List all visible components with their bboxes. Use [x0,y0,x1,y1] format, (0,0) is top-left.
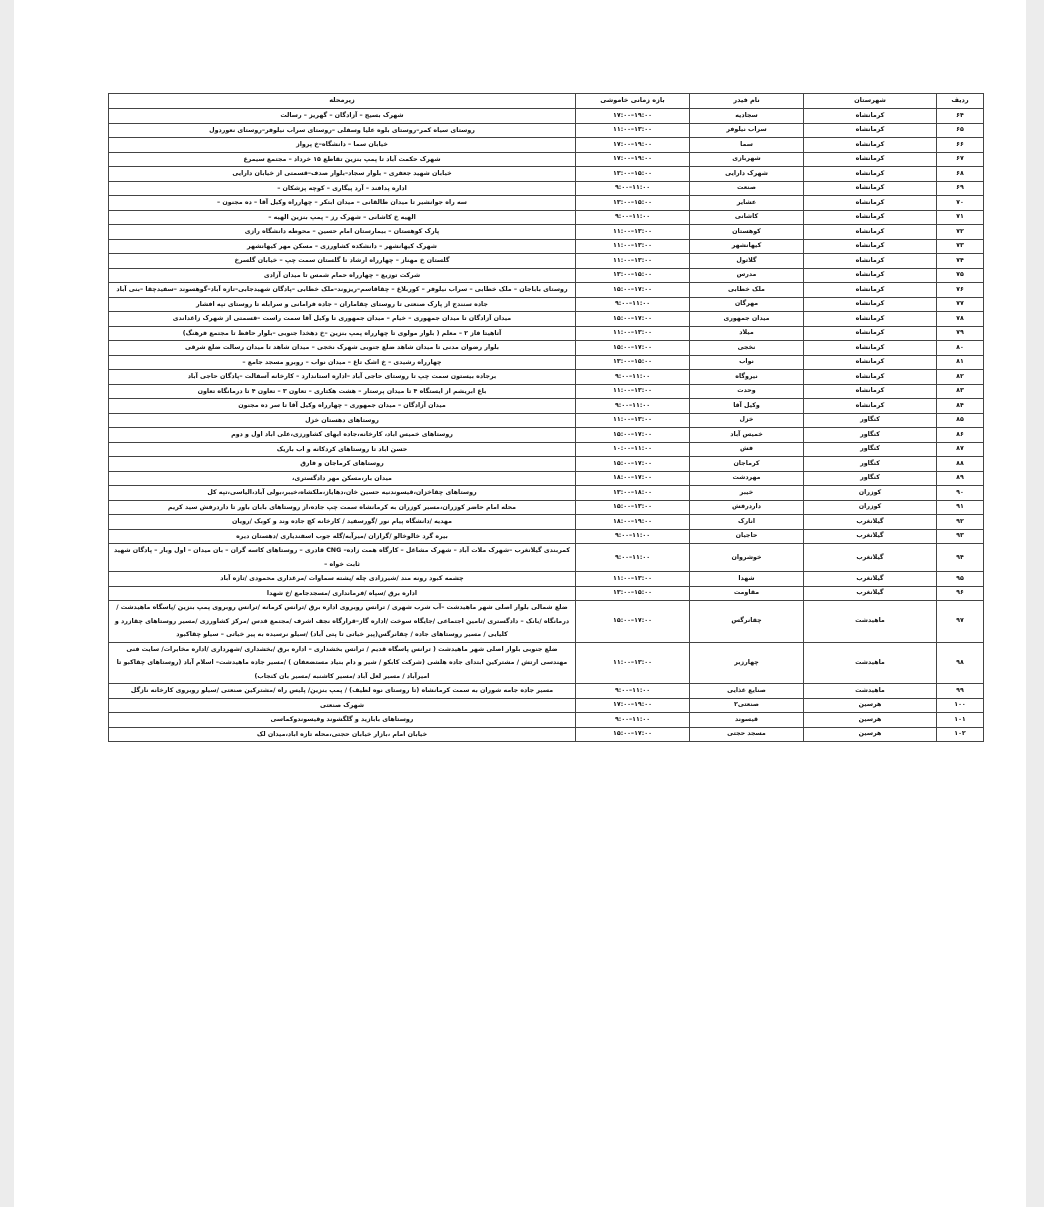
cell-area: روستاهای کرماجان و فارق [109,457,576,472]
cell-time: ۹:۰۰–۱۱:۰۰ [576,684,690,699]
cell-city: کرمانشاه [804,167,937,182]
cell-time: ۱۰:۰۰–۱۱:۰۰ [576,442,690,457]
cell-feeder: خزل [690,413,804,428]
cell-row-number: ۶۴ [937,109,984,124]
cell-feeder: سما [690,138,804,153]
table-row [109,515,984,530]
cell-area: شهرک کیهانشهر – دانشکده کشاورزی – مسکن مهر کیهانشهر [109,239,576,254]
cell-city: ماهیدشت [804,601,937,643]
cell-area: شرکت توزیع – چهارراه حمام شمس تا میدان آزادی [109,268,576,283]
cell-city: کرمانشاه [804,196,937,211]
cell-time: ۱۵:۰۰–۱۷:۰۰ [576,283,690,298]
cell-time: ۹:۰۰–۱۱:۰۰ [576,297,690,312]
table-row [109,698,984,713]
cell-city: کنگاور [804,413,937,428]
table-row [109,486,984,501]
cell-area: محله امام حاضر کوزران،مسیر کوزران به کرمانشاه سمت چپ جاده،از روستاهای بابان باور تا داردرفش سید کریم [109,500,576,515]
cell-feeder: میدان جمهوری [690,312,804,327]
cell-area: میدان بار،مسکن مهر دادگستری، [109,471,576,486]
table-row [109,312,984,327]
table-row [109,210,984,225]
table-row [109,152,984,167]
cell-city: هرسین [804,713,937,728]
cell-row-number: ۶۵ [937,123,984,138]
cell-city: کرمانشاه [804,181,937,196]
cell-feeder: چهارزبر [690,642,804,684]
cell-feeder: وکیل آقا [690,399,804,414]
table-row [109,428,984,443]
cell-city: کرمانشاه [804,138,937,153]
cell-row-number: ۷۷ [937,297,984,312]
cell-city: ماهیدشت [804,642,937,684]
cell-row-number: ۸۶ [937,428,984,443]
cell-city: کرمانشاه [804,341,937,356]
table-row [109,713,984,728]
cell-row-number: ۷۱ [937,210,984,225]
cell-feeder: صنایع غذایی [690,684,804,699]
cell-feeder: انارک [690,515,804,530]
cell-city: گیلانغرب [804,544,937,572]
cell-row-number: ۹۲ [937,515,984,530]
cell-area: کمربندی گیلانغرب –شهرک ملات آباد – شهرک مشاغل – کارگاه همت زاده– CNG قادری – روستاهای کاسه گران – بان میدان – اول وبار – پادگان شهید ثابت خواه – [109,544,576,572]
cell-time: ۱۵:۰۰–۱۷:۰۰ [576,428,690,443]
cell-feeder: چقانرگس [690,601,804,643]
cell-feeder: داردرفش [690,500,804,515]
cell-city: کرمانشاه [804,225,937,240]
cell-feeder: نخجی [690,341,804,356]
cell-row-number: ۶۷ [937,152,984,167]
cell-area: خیابان سما – دانشگاه–خ پرواز [109,138,576,153]
table-row [109,138,984,153]
cell-row-number: ۶۹ [937,181,984,196]
cell-row-number: ۹۹ [937,684,984,699]
cell-time: ۱۳:۰۰–۱۵:۰۰ [576,196,690,211]
table-row [109,642,984,684]
cell-area: بلوار رضوان مدنی تا میدان شاهد ضلع جنوبی شهرک نخجی – میدان شاهد تا میدان رسالت ضلع شرقی [109,341,576,356]
cell-area: پارک کوهستان – بیمارستان امام حسین – محوطه دانشگاه رازی [109,225,576,240]
cell-area: خیابان شهید جعفری – بلوار سجاد–بلوار صدف–قسمتی از خیابان دارایی [109,167,576,182]
cell-time: ۱۸:۰۰–۱۹:۰۰ [576,515,690,530]
cell-row-number: ۱۰۲ [937,727,984,742]
cell-area: روستای باباجان – ملک خطابی – سراب نیلوفر – کوربلاغ – چقاقاسم–ریزوند–ملک خطابی –پادگان شهیدجابی–تازه آباد–گوهسوند –سفیدچقا –بنی آباد [109,283,576,298]
cell-area: شهرک صنعتی [109,698,576,713]
cell-city: کرمانشاه [804,283,937,298]
cell-city: کوزران [804,500,937,515]
cell-city: کرمانشاه [804,355,937,370]
table-body [109,109,984,742]
header-feeder: نام فیدر [690,94,804,109]
cell-area: شهرک حکمت آباد تا پمپ بنزین تقاطع ۱۵ خرداد – مجتمع سیمرغ [109,152,576,167]
cell-time: ۱۱:۰۰–۱۳:۰۰ [576,572,690,587]
table-row [109,727,984,742]
cell-feeder: عشایر [690,196,804,211]
table-row [109,239,984,254]
cell-time: ۱۱:۰۰–۱۳:۰۰ [576,413,690,428]
cell-feeder: صنعتی۲ [690,698,804,713]
cell-city: کوزران [804,486,937,501]
cell-city: گیلانغرب [804,529,937,544]
table-row [109,399,984,414]
cell-time: ۱۱:۰۰–۱۳:۰۰ [576,326,690,341]
cell-time: ۱۳:۰۰–۱۸:۰۰ [576,486,690,501]
cell-area: خیابان امام ،بازار خیابان حجتی،محله تازه اباد،میدان لک [109,727,576,742]
cell-area: برجاده بیستون سمت چپ تا روستای حاجی آباد –اداره استاندارد – کارخانه آسفالت –پادگان حاجی آباد [109,370,576,385]
cell-area: آتاهیتا فاز ۲ – معلم ( بلوار مولوی تا چهارراه پمپ بنزین –خ دهخدا جنوبی –بلوار حافظ تا مجتمع فرهنگ) [109,326,576,341]
table-row [109,601,984,643]
cell-time: ۹:۰۰–۱۱:۰۰ [576,399,690,414]
cell-time: ۹:۰۰–۱۱:۰۰ [576,181,690,196]
cell-city: کرمانشاه [804,210,937,225]
cell-feeder: مقاومت [690,586,804,601]
cell-city: کنگاور [804,471,937,486]
cell-feeder: نواب [690,355,804,370]
cell-area: روستاهای دهستان خزل [109,413,576,428]
cell-time: ۹:۰۰–۱۱:۰۰ [576,370,690,385]
cell-area: روستاهای بابازید و گلگشوند وقیسوندوکماسی [109,713,576,728]
cell-time: ۱۳:۰۰–۱۵:۰۰ [576,268,690,283]
cell-city: گیلانغرب [804,515,937,530]
cell-feeder: مسجد حجتی [690,727,804,742]
cell-feeder: میلاد [690,326,804,341]
table-row [109,370,984,385]
cell-area: مهدیه /دانشگاه پیام نور /گورسفید / کارخانه کچ جاده وند و کوبک /رویان [109,515,576,530]
table-row [109,442,984,457]
cell-feeder: مهردشت [690,471,804,486]
cell-feeder: سراب نیلوفر [690,123,804,138]
cell-row-number: ۹۶ [937,586,984,601]
cell-row-number: ۱۰۱ [937,713,984,728]
cell-feeder: کرماجان [690,457,804,472]
cell-city: گیلانغرب [804,586,937,601]
cell-feeder: وحدت [690,384,804,399]
cell-city: کرمانشاه [804,370,937,385]
cell-area: روستای سیاه کمر–روستای بلوه علیا وسفلی –روستای سراب نیلوفر–روستای نعوردول [109,123,576,138]
cell-row-number: ۷۹ [937,326,984,341]
table-row [109,355,984,370]
cell-city: گیلانغرب [804,572,937,587]
cell-time: ۱۷:۰۰–۱۹:۰۰ [576,152,690,167]
cell-area: بیره گرد خالوخالو /گرازان /میرآبه/گله جوب اسفندیاری /دهستان دیره [109,529,576,544]
cell-feeder: مدرس [690,268,804,283]
cell-city: کرمانشاه [804,297,937,312]
cell-city: کنگاور [804,442,937,457]
cell-time: ۱۱:۰۰–۱۳:۰۰ [576,123,690,138]
cell-time: ۱۵:۰۰–۱۷:۰۰ [576,341,690,356]
cell-row-number: ۷۴ [937,254,984,269]
cell-area: حسن اباد تا روستاهای کردکانه و اب باریک [109,442,576,457]
cell-row-number: ۱۰۰ [937,698,984,713]
cell-city: هرسین [804,727,937,742]
cell-feeder: خیبر [690,486,804,501]
cell-feeder: کیهانشهر [690,239,804,254]
table-row [109,341,984,356]
cell-feeder: کوهستان [690,225,804,240]
table-row [109,225,984,240]
cell-time: ۱۵:۰۰–۱۷:۰۰ [576,457,690,472]
cell-row-number: ۸۰ [937,341,984,356]
table-row [109,167,984,182]
cell-city: کرمانشاه [804,109,937,124]
cell-city: کرمانشاه [804,239,937,254]
table-header-row [109,94,984,109]
cell-feeder: ملک خطابی [690,283,804,298]
table-row [109,297,984,312]
cell-time: ۱۵:۰۰–۱۳:۰۰ [576,500,690,515]
cell-city: ماهیدشت [804,684,937,699]
cell-time: ۱۷:۰۰–۱۹:۰۰ [576,109,690,124]
table-row [109,196,984,211]
cell-feeder: نیروگاه [690,370,804,385]
cell-area: مسیر جاده جامه شوران به سمت کرمانشاه (تا روستای نوه لطیف) / پمپ بنزین/ پلیس راه /مشترکین صنعتی /سیلو روبروی کارخانه نازگل [109,684,576,699]
table-row [109,684,984,699]
cell-city: هرسین [804,698,937,713]
table-row [109,500,984,515]
cell-feeder: شهربازی [690,152,804,167]
cell-row-number: ۸۷ [937,442,984,457]
cell-area: الهیه خ کاشانی – شهرک رز – پمپ بنزین الهیه – [109,210,576,225]
cell-feeder: قیسوند [690,713,804,728]
table-row [109,471,984,486]
cell-area: ضلع شمالی بلوار اصلی شهر ماهیدشت –آب شرب شهری / ترانس روبروی اداره برق /ترانس کرمانه /ترانس روبروی پمپ بنزین /پاسگاه ماهیدشت / درمانگاه /بانک – دادگستری /تامین اجتماعی /جایگاه سوخت /اداره گاز–قرارگاه نجف اشرف /مجتمع قدس /مرکز کشاورزی /مسیر روستاهای چقازرد و کلیایی / مسیر روستاهای جاده / چقانرگس(پیر خیاتی تا پتی آباد) /سیلو نرسیده به پیر خیاتی – سیلو چقاکبود [109,601,576,643]
cell-row-number: ۶۶ [937,138,984,153]
table-row [109,586,984,601]
cell-row-number: ۷۸ [937,312,984,327]
table-row [109,572,984,587]
cell-time: ۹:۰۰–۱۱:۰۰ [576,713,690,728]
table-row [109,109,984,124]
cell-time: ۱۱:۰۰–۱۳:۰۰ [576,225,690,240]
cell-time: ۹:۰۰–۱۱:۰۰ [576,529,690,544]
cell-row-number: ۹۳ [937,529,984,544]
cell-row-number: ۷۵ [937,268,984,283]
table-row [109,413,984,428]
cell-city: کنگاور [804,428,937,443]
cell-time: ۱۵:۰۰–۱۷:۰۰ [576,312,690,327]
cell-feeder: خمیس آباد [690,428,804,443]
cell-row-number: ۸۴ [937,399,984,414]
cell-row-number: ۹۵ [937,572,984,587]
table-row [109,384,984,399]
table-row [109,254,984,269]
table-row [109,123,984,138]
outage-table-container [108,93,983,742]
cell-time: ۱۱:۰۰–۱۳:۰۰ [576,642,690,684]
cell-city: کرمانشاه [804,399,937,414]
table-row [109,457,984,472]
header-time: بازه زمانی خاموشی [576,94,690,109]
cell-city: کرمانشاه [804,123,937,138]
cell-area: روستاهای چقاخزان،قیسوندنیه حسین خان،دهایاز،ملکشاه،خیبر،بولی آباد،الیاسی،تپه کل [109,486,576,501]
cell-row-number: ۹۸ [937,642,984,684]
cell-area: روستاهای خمیس اباد، کارخانه،جاده ابهای کشاورزی،علی اباد اول و دوم [109,428,576,443]
cell-time: ۱۳:۰۰–۱۵:۰۰ [576,355,690,370]
outage-schedule-table [108,93,984,742]
cell-row-number: ۸۱ [937,355,984,370]
cell-row-number: ۸۳ [937,384,984,399]
cell-feeder: شهرک دارایی [690,167,804,182]
cell-area: اداره پدافند – آرد پیگاری – کوچه پزشکان – [109,181,576,196]
cell-city: کرمانشاه [804,312,937,327]
cell-city: کرمانشاه [804,254,937,269]
cell-row-number: ۸۹ [937,471,984,486]
document-page [14,0,1026,1207]
cell-feeder: خوشروان [690,544,804,572]
cell-time: ۱۱:۰۰–۱۳:۰۰ [576,239,690,254]
table-row [109,181,984,196]
cell-area: میدان آزادگان تا میدان جمهوری – خیام – میدان جمهوری تا وکیل آقا سمت راست –قسمتی از شهرک زاغداندی [109,312,576,327]
cell-time: ۱۳:۰۰–۱۵:۰۰ [576,167,690,182]
cell-city: کرمانشاه [804,268,937,283]
cell-area: گلستان خ مهناز – چهارراه ارشاد تا گلستان سمت چپ – خیابان گلسرخ [109,254,576,269]
cell-area: شهرک بسیج – آزادگان – گهریز – رسالت [109,109,576,124]
cell-time: ۱۷:۰۰–۱۹:۰۰ [576,698,690,713]
cell-area: جاده سنندج از پارک صنعتی تا روستای چقاماران – جاده فرامانی و سرابله تا روستای تپه افشار [109,297,576,312]
cell-feeder: صنعت [690,181,804,196]
cell-time: ۱۱:۰۰–۱۳:۰۰ [576,384,690,399]
cell-area: باغ ابریشم از ایستگاه ۴ تا میدان پرستار – هشت هکتاری – تعاون ۳ – تعاون ۴ تا درمانگاه تعاون [109,384,576,399]
cell-time: ۱۱:۰۰–۱۳:۰۰ [576,254,690,269]
cell-city: کرمانشاه [804,384,937,399]
cell-area: سه راه جوانشیر تا میدان طالقانی – میدان ابتکر – چهارراه وکیل آقا – ده مجنون – [109,196,576,211]
cell-area: چهارراه رشیدی – خ اشک تاغ – میدان نواب – روبرو مسجد جامع – [109,355,576,370]
cell-city: کرمانشاه [804,326,937,341]
cell-row-number: ۷۳ [937,239,984,254]
cell-row-number: ۹۱ [937,500,984,515]
cell-time: ۱۵:۰۰–۱۷:۰۰ [576,727,690,742]
table-row [109,283,984,298]
cell-row-number: ۸۸ [937,457,984,472]
cell-feeder: گلاتول [690,254,804,269]
cell-area: میدان آزادگان – میدان جمهوری – چهارراه وکیل آقا تا سر ده مجنون [109,399,576,414]
table-row [109,268,984,283]
cell-feeder: فش [690,442,804,457]
cell-row-number: ۸۲ [937,370,984,385]
cell-row-number: ۹۰ [937,486,984,501]
cell-city: کنگاور [804,457,937,472]
cell-area: ضلع جنوبی بلوار اصلی شهر ماهیدشت ( ترانس پاسگاه قدیم / ترانس بخشداری – اداره برق /بخشداری /شهرداری /اداره مخابرات/ سایت فنی مهندسی ارتش / مشترکین ابتدای جاده هلشی (شرکت کابکو / شیر و دام بنیاد مستضعفان ) /مسیر جاده ماهیدشت– اسلام آباد (روستاهای چقاکبو تا امیرآباد / مسیر لعل آباد /مسیر کاشنبه /مسیر بان کنجاب) [109,642,576,684]
cell-row-number: ۷۶ [937,283,984,298]
cell-row-number: ۹۷ [937,601,984,643]
header-city: شهرستان [804,94,937,109]
cell-area: چشمه کبود رونه مند /شیرزادی چله /پشته سماوات /مرغداری محمودی /تازه آباد [109,572,576,587]
cell-row-number: ۶۸ [937,167,984,182]
cell-time: ۱۳:۰۰–۱۵:۰۰ [576,586,690,601]
cell-feeder: حاجیان [690,529,804,544]
cell-feeder: مهرگان [690,297,804,312]
cell-time: ۱۷:۰۰–۱۹:۰۰ [576,138,690,153]
cell-time: ۱۸:۰۰–۱۷:۰۰ [576,471,690,486]
cell-row-number: ۷۰ [937,196,984,211]
cell-time: ۹:۰۰–۱۱:۰۰ [576,544,690,572]
header-row-number: ردیف [937,94,984,109]
cell-feeder: کاشانی [690,210,804,225]
table-row [109,544,984,572]
cell-time: ۱۵:۰۰–۱۷:۰۰ [576,601,690,643]
cell-city: کرمانشاه [804,152,937,167]
cell-row-number: ۹۴ [937,544,984,572]
cell-feeder: سجادیه [690,109,804,124]
table-row [109,326,984,341]
cell-row-number: ۷۲ [937,225,984,240]
cell-time: ۹:۰۰–۱۱:۰۰ [576,210,690,225]
cell-row-number: ۸۵ [937,413,984,428]
cell-area: اداره برق /سپاه /فرمانداری /مسجدجامع /خ شهدا [109,586,576,601]
cell-feeder: شهدا [690,572,804,587]
table-row [109,529,984,544]
header-area: زیرمحله [109,94,576,109]
